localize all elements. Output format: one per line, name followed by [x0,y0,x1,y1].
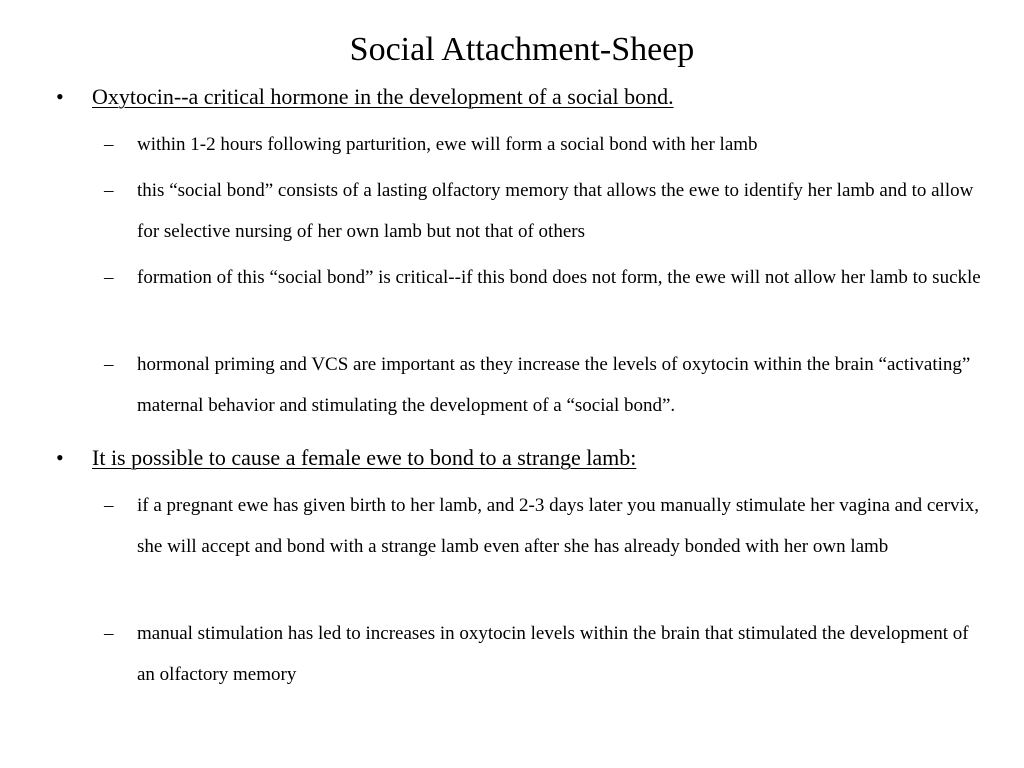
sub-item-olfactory-memory: this “social bond” consists of a lasting olfactory memory that allows the ewe to identify her lamb and to allow for selective nursing of her own lamb but not that of others [137,180,974,242]
dash-icon: – [104,495,114,516]
sub-item-bond-critical: formation of this “social bond” is critical--if this bond does not form, the ewe will not allow her lamb to suckle [137,267,981,288]
sub-item-bond-timing: within 1-2 hours following parturition, ewe will form a social bond with her lamb [137,134,758,155]
slide-title: Social Attachment-Sheep [349,31,695,68]
sub-item-manual-stimulation-bond: if a pregnant ewe has given birth to her lamb, and 2-3 days later you manually stimulate her vagina and cervix, she will accept and bond with a strange lamb even after she has already bonded with her own lamb [137,495,980,557]
dash-icon: – [104,180,114,201]
dash-icon: – [104,354,114,375]
section-heading-oxytocin: Oxytocin--a critical hormone in the development of a social bond. [92,84,674,109]
sub-item-oxytocin-increase: manual stimulation has led to increases in oxytocin levels within the brain that stimulated the development of an olfactory memory [137,623,969,685]
dash-icon: – [104,623,114,644]
bullet-icon: • [56,84,64,109]
dash-icon: – [104,267,114,288]
dash-icon: – [104,134,114,155]
sub-item-hormonal-priming: hormonal priming and VCS are important as they increase the levels of oxytocin within the brain “activating” maternal behavior and stimulating the development of a “social bond”. [137,354,971,416]
bullet-icon: • [56,445,64,470]
section-heading-strange-lamb: It is possible to cause a female ewe to bond to a strange lamb: [92,445,637,470]
